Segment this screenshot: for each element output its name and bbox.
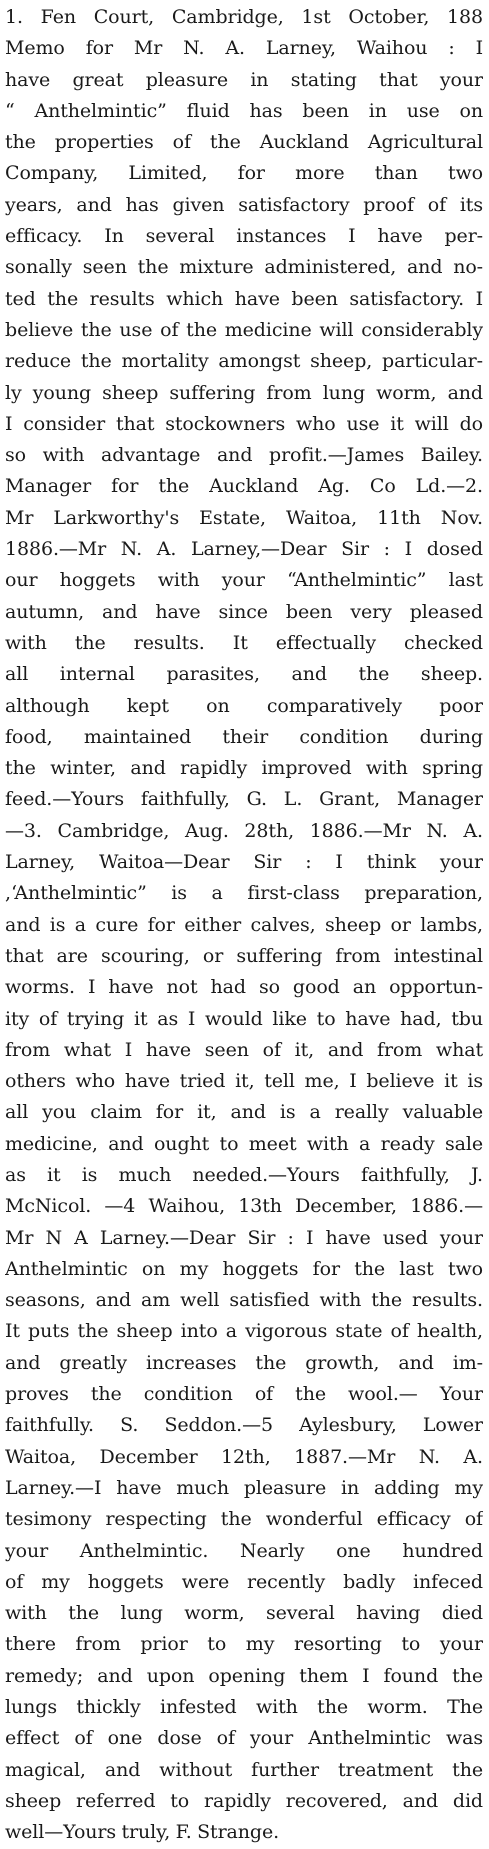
article-line: 1. Fen Court, Cambridge, 1st October, 188 xyxy=(5,6,483,28)
article-line: Waitoa, December 12th, 1887.—Mr N. A. xyxy=(5,1445,483,1468)
article-line: our hoggets with your “Anthelmintic” last xyxy=(5,569,483,592)
article-line: Mr N A Larney.—Dear Sir : I have used your xyxy=(5,1226,483,1249)
article-line: sheep referred to rapidly recovered, and did xyxy=(5,1789,483,1812)
article-line: McNicol. —4 Waihou, 13th December, 1886.— xyxy=(5,1195,483,1218)
article-line: and greatly increases the growth, and im- xyxy=(5,1351,483,1374)
article-line: —3. Cambridge, Aug. 28th, 1886.—Mr N. A. xyxy=(5,819,483,842)
article-line: Company, Limited, for more than two xyxy=(5,162,483,185)
article-line: remedy; and upon opening them I found the xyxy=(5,1664,483,1687)
article-line: lungs thickly infested with the worm. The xyxy=(5,1696,483,1719)
article-line: your Anthelmintic. Nearly one hundred xyxy=(5,1539,483,1562)
article-line: with the results. It effectually checked xyxy=(5,631,483,654)
article-line: proves the condition of the wool.— Your xyxy=(5,1383,483,1406)
article-line: Larney.—I have much pleasure in adding my xyxy=(5,1476,483,1499)
article-line: ,‘Anthelmintic” is a first-class preparation, xyxy=(5,882,483,905)
article-line: sonally seen the mixture administered, and no- xyxy=(5,256,483,279)
article-line: others who have tried it, tell me, I believe it is xyxy=(5,1070,483,1093)
article-line: seasons, and am well satisfied with the results. xyxy=(5,1289,483,1312)
article-line: all internal parasites, and the sheep. xyxy=(5,663,483,686)
article-line: magical, and without further treatment the xyxy=(5,1758,483,1781)
article-line: Memo for Mr N. A. Larney, Waihou : I xyxy=(5,37,483,60)
article-line: Manager for the Auckland Ag. Co Ld.—2. xyxy=(5,475,483,498)
article-line: from what I have seen of it, and from what xyxy=(5,1038,483,1061)
article-line: and is a cure for either calves, sheep or lambs, xyxy=(5,913,483,936)
article-line: of my hoggets were recently badly infeced xyxy=(5,1570,483,1593)
article-line: years, and has given satisfactory proof of its xyxy=(5,193,483,216)
article-line: that are scouring, or suffering from intestinal xyxy=(5,944,483,967)
article-line: “ Anthelmintic” fluid has been in use on xyxy=(5,99,483,122)
article-line: worms. I have not had so good an opportun- xyxy=(5,976,483,999)
article-line: well—Yours truly, F. Strange. xyxy=(5,1821,280,1844)
article-line: effect of one dose of your Anthelmintic was xyxy=(5,1727,483,1750)
article-line: feed.—Yours faithfully, G. L. Grant, Manager xyxy=(5,788,483,811)
article-line: believe the use of the medicine will considerably xyxy=(5,318,483,341)
article-line: so with advantage and profit.—James Bailey. xyxy=(5,444,483,467)
article-line: tesimony respecting the wonderful efficacy of xyxy=(5,1508,483,1531)
article-line: Mr Larkworthy's Estate, Waitoa, 11th Nov. xyxy=(5,506,483,529)
article-line: the properties of the Auckland Agricultural xyxy=(5,131,483,154)
article-line: medicine, and ought to meet with a ready sale xyxy=(5,1132,483,1155)
article-line: 1886.—Mr N. A. Larney,—Dear Sir : I dosed xyxy=(5,538,483,561)
article-line: all you claim for it, and is a really valuable xyxy=(5,1101,483,1124)
article-line: there from prior to my resorting to your xyxy=(5,1633,483,1656)
article-line: ted the results which have been satisfactory. I xyxy=(5,287,483,310)
article-line: autumn, and have since been very pleased xyxy=(5,600,483,623)
article-line: ly young sheep suffering from lung worm, and xyxy=(5,381,483,404)
article-line: ity of trying it as I would like to have had, tbu xyxy=(5,1007,483,1030)
article-line: although kept on comparatively poor xyxy=(5,694,483,717)
article-line: the winter, and rapidly improved with spring xyxy=(5,757,483,780)
article-line: Anthelmintic on my hoggets for the last two xyxy=(5,1257,483,1280)
article-line: It puts the sheep into a vigorous state of health, xyxy=(5,1320,483,1343)
article-line: food, maintained their condition during xyxy=(5,725,483,748)
article-line: have great pleasure in stating that your xyxy=(5,68,483,91)
article-line: with the lung worm, several having died xyxy=(5,1602,483,1625)
article-line: as it is much needed.—Yours faithfully, J. xyxy=(5,1163,483,1186)
article-line: efficacy. In several instances I have per- xyxy=(5,225,483,248)
article-line: Larney, Waitoa—Dear Sir : I think your xyxy=(5,851,483,874)
article-line: I consider that stockowners who use it will do xyxy=(5,412,483,435)
article-line: reduce the mortality amongst sheep, particular- xyxy=(5,350,483,373)
testimonial-article xyxy=(5,2,483,1849)
article-line: faithfully. S. Seddon.—5 Aylesbury, Lower xyxy=(5,1414,483,1437)
